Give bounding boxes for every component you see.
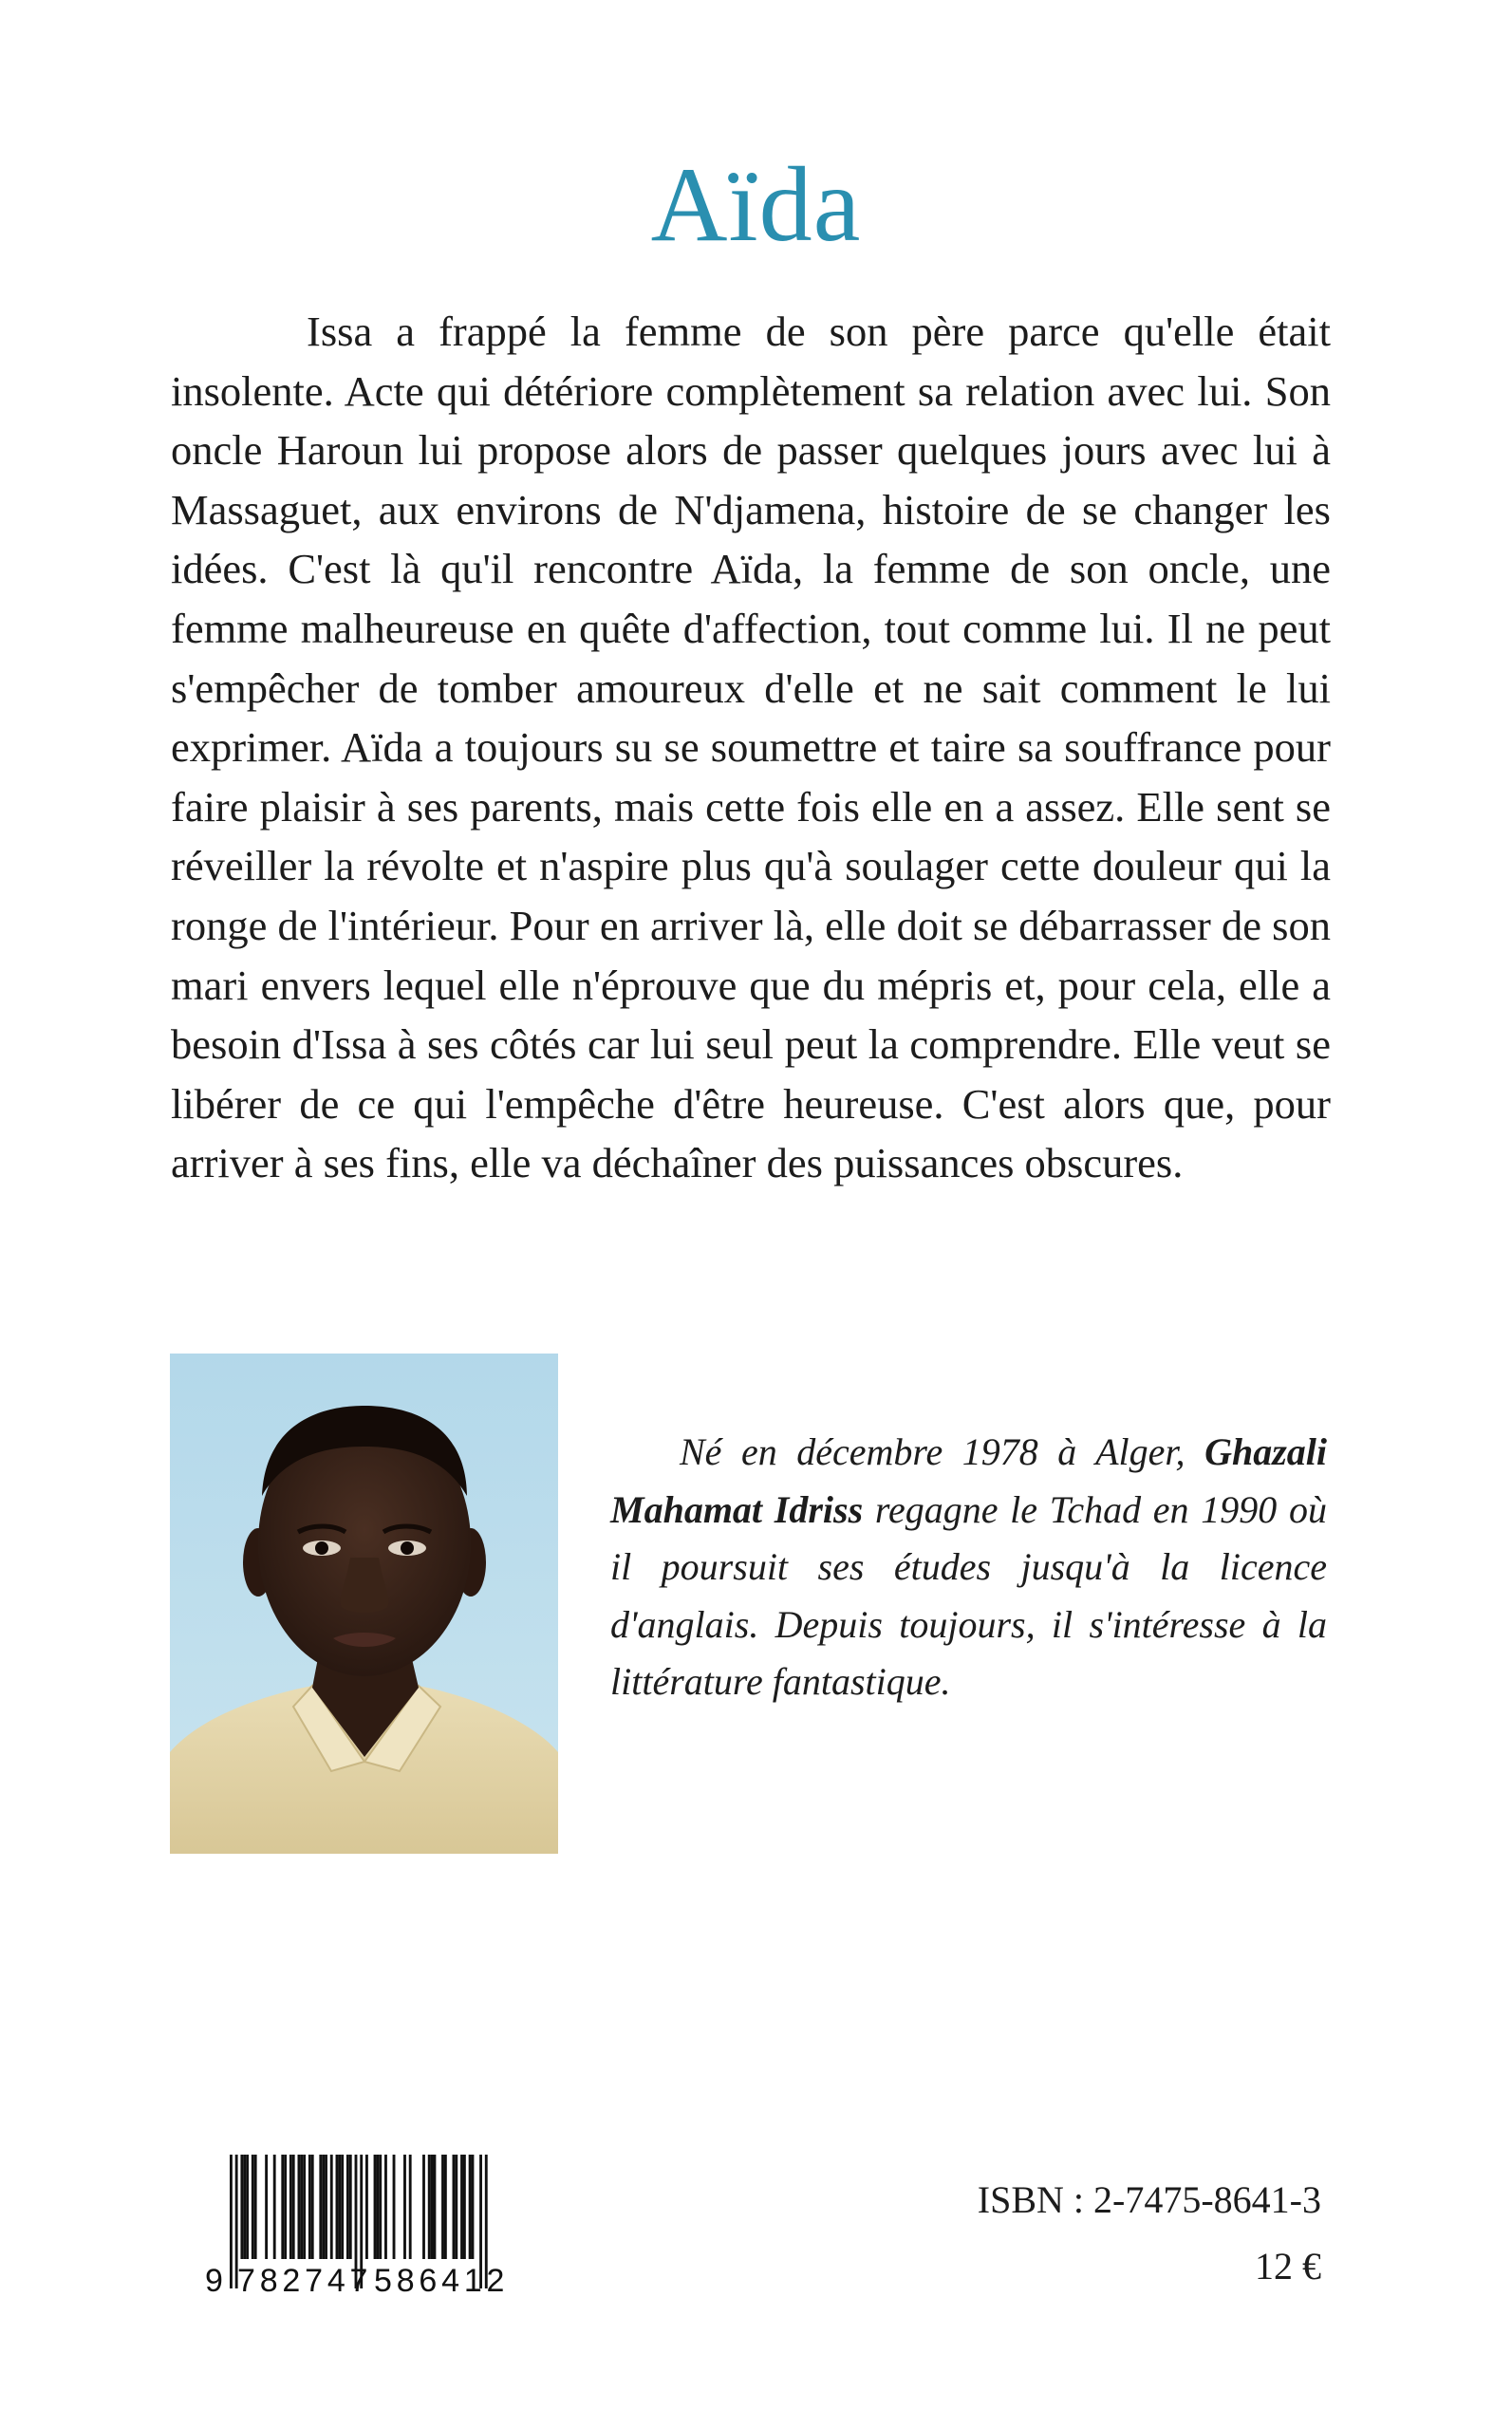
barcode-bar — [252, 2155, 254, 2259]
barcode-bar — [308, 2155, 311, 2259]
barcode-bar — [254, 2155, 257, 2259]
barcode-bar — [284, 2155, 287, 2259]
barcode-bar — [322, 2155, 325, 2259]
barcode-bar — [298, 2155, 301, 2259]
barcode-bar — [319, 2155, 322, 2259]
barcode-bar — [434, 2155, 437, 2259]
barcode-bar — [455, 2155, 457, 2259]
barcode-bar — [444, 2155, 447, 2259]
barcode-bar — [374, 2155, 377, 2259]
barcode-bar — [289, 2155, 292, 2259]
bio-rest: regagne le Tchad en 1990 où il poursuit ses études jusqu'à la licence d'anglais. Depuis toujours, il s'intéresse à la littérature fantastique. — [610, 1487, 1327, 1703]
barcode-bar — [246, 2155, 249, 2259]
barcode-bar — [349, 2155, 352, 2259]
barcode-bar — [428, 2155, 431, 2259]
author-name: Ghazali Mahamat Idriss — [610, 1430, 1327, 1531]
barcode-bar — [311, 2155, 314, 2259]
barcode-bar — [341, 2155, 344, 2259]
barcode-bar — [469, 2155, 472, 2259]
barcode-lead-digit: 9 — [205, 2263, 223, 2299]
barcode-bar — [330, 2155, 333, 2259]
barcode-bar — [463, 2155, 466, 2259]
isbn-number: ISBN : 2-7475-8641-3 — [977, 2178, 1321, 2221]
barcode-bar — [336, 2155, 339, 2259]
barcode-digits-left: 782747 — [237, 2263, 373, 2299]
barcode-bar — [365, 2155, 368, 2259]
barcode-bar — [273, 2155, 276, 2259]
barcode-bar — [265, 2155, 268, 2259]
bio-intro: Né en décembre 1978 à Alger, — [680, 1430, 1205, 1473]
barcode-bar — [240, 2155, 243, 2259]
author-portrait-illustration — [170, 1354, 558, 1854]
barcode-bar — [338, 2155, 341, 2259]
author-bio — [610, 1424, 1327, 1711]
barcode-bar — [346, 2155, 349, 2259]
book-title: Aïda — [650, 146, 862, 264]
barcode-bar — [431, 2155, 434, 2259]
barcode-bar — [379, 2155, 382, 2259]
barcode-bar — [453, 2155, 456, 2259]
barcode-bar — [384, 2155, 387, 2259]
summary-text: Issa a frappé la femme de son père parce qu'elle était insolente. Acte qui détériore complètement sa relation avec lui. Son oncle Haroun lui propose alors de passer quelques jours avec lui à Massaguet, aux environs de N'djamena, histoire de se changer les idées. C'est là qu'il rencontre Aïda, la femme de son oncle, une femme malheureuse en quête d'affection, tout comme lui. Il ne peut s'empêcher de tomber amoureux d'elle et ne sait comment le lui exprimer. Aïda a toujours su se soumettre et taire sa souffrance pour faire plaisir à ses parents, mais cette fois elle en a assez. Elle sent se réveiller la révolte et n'aspire plus qu'à soulager cette douleur qui la ronge de l'intérieur. Pour en arriver là, elle doit se débarrasser de son mari envers lequel elle n'éprouve que du mépris et, pour cela, elle a besoin d'Issa à ses côtés car lui seul peut la comprendre. Elle veut se libérer de ce qui l'empêche d'être heureuse. C'est alors que, pour arriver à ses fins, elle va déchaîner des puissances obscures. — [171, 308, 1331, 1187]
barcode-bar — [292, 2155, 295, 2259]
barcode-bar — [393, 2155, 396, 2259]
barcode-bar — [243, 2155, 246, 2259]
barcode-bar — [281, 2155, 284, 2259]
price: 12 € — [1255, 2245, 1321, 2288]
barcode-digits-right: 586412 — [374, 2263, 510, 2299]
barcode-bar — [376, 2155, 379, 2259]
barcode-bar — [325, 2155, 327, 2259]
barcode-bar — [441, 2155, 444, 2259]
barcode-bar — [403, 2155, 406, 2259]
barcode-bar — [409, 2155, 412, 2259]
barcode-bar — [303, 2155, 306, 2259]
barcode-bar — [472, 2155, 475, 2259]
author-photo — [170, 1354, 558, 1854]
barcode-bar — [300, 2155, 303, 2259]
barcode-bar — [460, 2155, 463, 2259]
barcode-bar — [422, 2155, 425, 2259]
barcode-number — [205, 2260, 509, 2302]
